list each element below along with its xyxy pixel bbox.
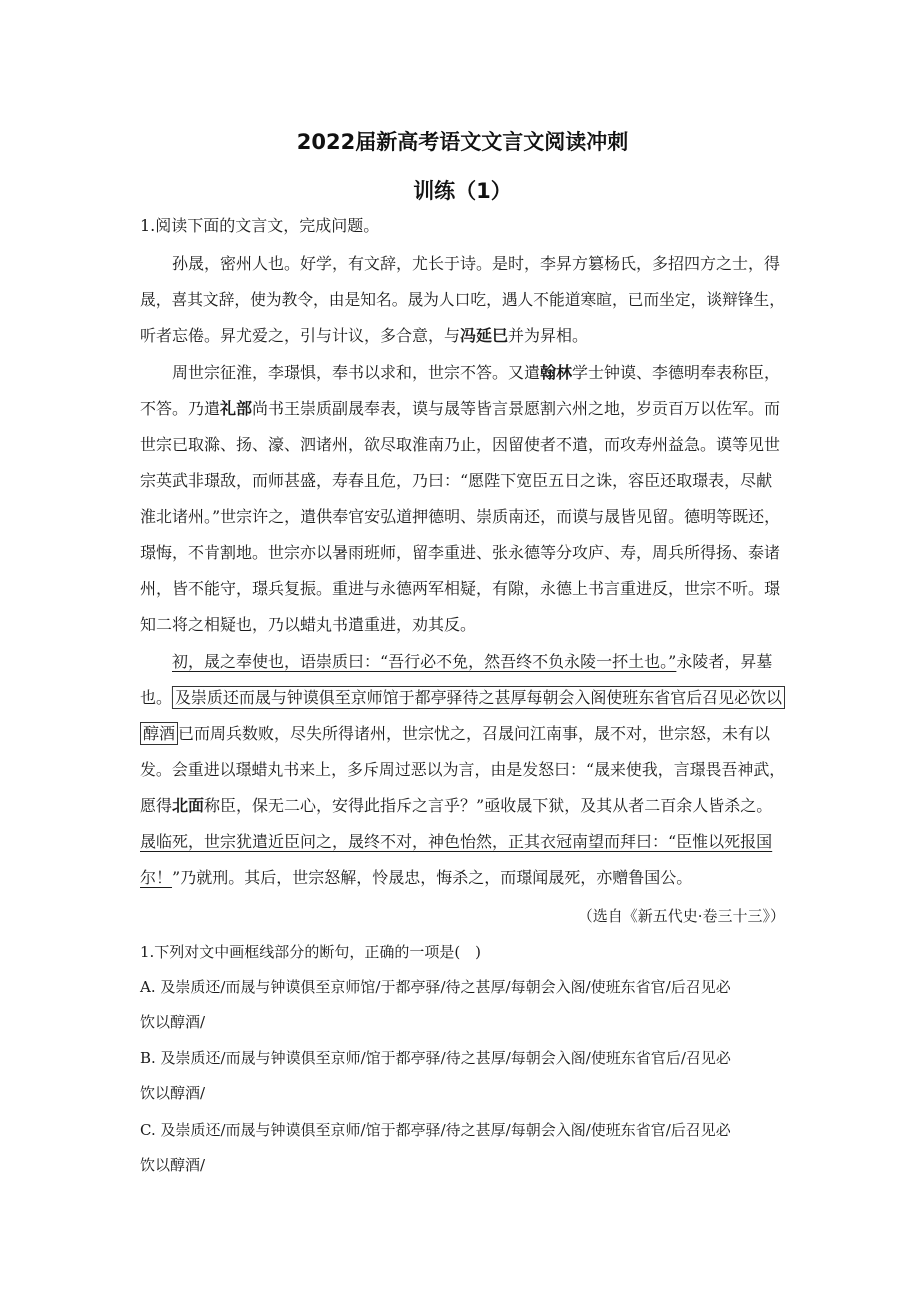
instruction: 1.阅读下面的文言文，完成问题。: [140, 216, 380, 235]
passage-line: [140, 688, 785, 708]
passage-line: 孙晟，密州人也。好学，有文辞，尤长于诗。是时，李昇方篡杨氏，多招四方之士，得: [172, 254, 781, 273]
bold-term: 北面: [172, 796, 205, 815]
document-subtitle: 训练（1）: [413, 179, 512, 203]
text-span: 周世宗征淮，李璟惧，奉书以求和，世宗不答。又遣: [172, 363, 541, 382]
option-c-cont: 饮以醇酒/: [140, 1156, 206, 1174]
underlined-line: 晟临死，世宗犹遣近臣问之，晟终不对，神色怡然，正其衣冠南望而拜曰：“臣惟以死报国: [140, 832, 773, 851]
passage-line: 世宗已取滁、扬、濠、泗诸州，欲尽取淮南乃止，因留使者不遣，而攻寿州益急。谟等见世: [140, 435, 781, 454]
option-a-cont: 饮以醇酒/: [140, 1013, 206, 1031]
passage-line: 晟，喜其文辞，使为教令，由是知名。晟为人口吃，遇人不能道寒暄，已而坐定，谈辩锋生，: [140, 290, 786, 309]
passage-line: 璟悔，不肯割地。世宗亦以暑雨班师，留李重进、张永德等分攻庐、寿，周兵所得扬、泰诸: [140, 543, 781, 562]
text-span: ”乃就刑。其后，世宗怒解，怜晟忠，悔杀之，而璟闻晟死，亦赠鲁国公。: [172, 868, 693, 887]
option-c: C. 及崇质还/而晟与钟谟俱至京师/馆于都亭驿/待之甚厚/每朝会入阁/使班东省官/后召见必: [140, 1121, 731, 1139]
passage-line: [140, 724, 770, 744]
document-title: 2022届新高考语文文言文阅读冲刺: [296, 130, 629, 154]
text-span: 并为昇相。: [508, 326, 589, 345]
text-span: 听者忘倦。昇尤爱之，引与计议，多合意，与: [140, 326, 461, 345]
text-span: 永陵者，昇墓: [676, 652, 773, 671]
passage-line: [172, 363, 780, 383]
passage-line: [140, 868, 692, 888]
passage-line: 宗英武非璟敌，而师甚盛，寿春且危，乃曰：“愿陛下宽臣五日之诛，容臣还取璟表，尽献: [140, 471, 773, 490]
text-span: 尚书王崇质副晟奉表，谟与晟等皆言景愿割六州之地，岁贡百万以佐军。而: [252, 399, 781, 418]
text-span: 已而周兵数败，尽失所得诸州，世宗忧之，召晟问江南事，晟不对，世宗怒，未有以: [178, 724, 771, 743]
passage-line: 知二将之相疑也，乃以蜡丸书遣重进，劝其反。: [140, 615, 477, 634]
passage-line: [172, 652, 772, 672]
underlined-text: 初，晟之奉使也，语崇质曰：“吾行必不免，然吾终不负永陵一抔土也。”: [172, 652, 677, 671]
text-span: 学士钟谟、李德明奉表称臣，: [572, 363, 781, 382]
bold-term: 冯延巳: [460, 326, 509, 345]
framed-text: 及崇质还而晟与钟谟俱至京师馆于都亭驿待之甚厚每朝会入阁使班东省官后召见必饮以: [172, 686, 785, 709]
source-citation: （选自《新五代史·卷三十三》）: [577, 907, 785, 925]
text-span: 也。: [140, 688, 172, 707]
passage-line: [140, 399, 780, 419]
passage-line: [140, 796, 772, 816]
passage-line: 淮北诸州。”世宗许之，遣供奉官安弘道押德明、崇质南还，而谟与晟皆见留。德明等既还，: [140, 507, 781, 526]
bold-term: 礼部: [220, 399, 253, 418]
text-span: 愿得: [140, 796, 173, 815]
text-span: 称臣，保无二心，安得此指斥之言乎？”亟收晟下狱，及其从者二百余人皆杀之。: [204, 796, 773, 815]
question-stem: 1.下列对文中画框线部分的断句，正确的一项是( ): [140, 943, 482, 961]
option-b: B. 及崇质还/而晟与钟谟俱至京师/馆于都亭驿/待之甚厚/每朝会入阁/使班东省官后/召见必: [140, 1049, 731, 1067]
passage-line: 发。会重进以璟蜡丸书来上，多斥周过恶以为言，由是发怒曰：“晟来使我，言璟畏吾神武，: [140, 760, 786, 779]
passage-line: [140, 326, 588, 346]
passage-line: 州，皆不能守，璟兵复振。重进与永德两军相疑，有隙，永德上书言重进反，世宗不听。璟: [140, 579, 781, 598]
text-span: 不答。乃遣: [140, 399, 221, 418]
option-b-cont: 饮以醇酒/: [140, 1084, 206, 1102]
option-a: A. 及崇质还/而晟与钟谟俱至京师馆/于都亭驿/待之甚厚/每朝会入阁/使班东省官/后召见必: [140, 978, 731, 996]
bold-term: 翰林: [540, 363, 573, 382]
framed-text: 醇酒: [140, 722, 178, 745]
underlined-text: 尔！: [140, 868, 173, 887]
